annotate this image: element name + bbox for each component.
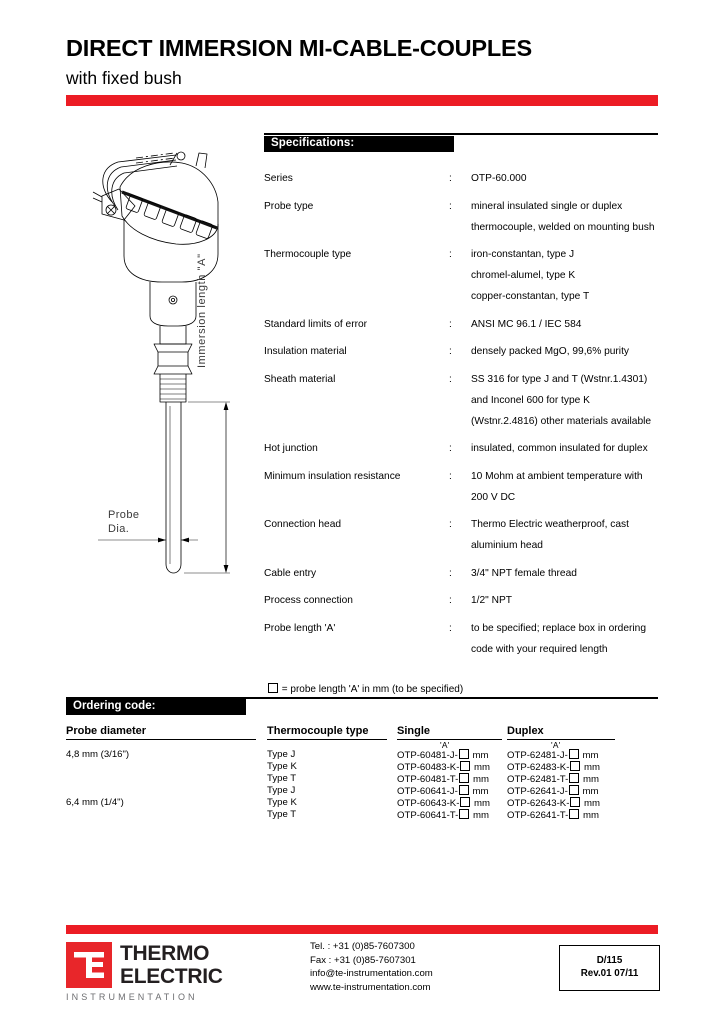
ordering-code-unit: mm [470,774,489,786]
spec-colon: : [449,173,452,184]
spec-value [471,168,664,189]
ordering-code-unit: mm [579,750,599,761]
spec-label: Cable entry [264,567,317,579]
column-header-single: Single [397,725,502,740]
spec-value-line: 3/4" NPT female thread [471,567,577,579]
ordering-code-unit: mm [579,786,599,798]
spec-value-line: chromel-alumel, type K [471,270,576,281]
spec-label: Series [264,173,293,184]
spec-value-line: to be specified; replace box in ordering [471,622,646,634]
spec-value-line: iron-constantan, type J [471,249,575,260]
header-red-rule [66,95,658,106]
document-reference-box [559,945,660,991]
ordering-code-unit: mm [471,762,491,774]
spec-row [264,369,664,432]
spec-value [471,514,664,556]
spec-value-line: copper-constantan, type T [471,291,590,302]
spec-label: Insulation material [264,346,347,357]
spec-value-line: and Inconel 600 for type K [471,394,590,406]
box-placeholder-icon [569,773,579,783]
spec-value [471,196,664,238]
probe-dia-label: Probe Dia. [108,509,140,535]
ordering-column-type [267,749,297,822]
spec-value [471,618,664,660]
ordering-banner [66,699,246,715]
box-placeholder-icon [268,683,278,693]
column-header-thermocouple-type: Thermocouple type [267,725,387,740]
box-placeholder-icon [459,785,469,795]
spec-value-line: ANSI MC 96.1 / IEC 584 [471,318,582,330]
ordering-code-unit: mm [580,774,599,786]
ordering-code-text: OTP-60643-K- [397,798,460,810]
spec-colon: : [449,443,452,454]
spec-value-line: aluminium head [471,540,543,551]
spec-value-line: thermocouple, welded on mounting bush [471,221,655,233]
ordering-code-text: OTP-62483-K- [507,762,570,774]
contact-line: info@te-instrumentation.com [310,968,433,980]
spec-label: Standard limits of error [264,318,368,330]
logo-tagline: INSTRUMENTATION [66,992,198,1002]
ordering-code-cell-duplex [507,761,600,773]
spec-value-line: SS 316 for type J and T (Wstnr.1.4301) [471,373,648,385]
a-marker-single: 'A' [440,740,450,750]
ordering-code-text: OTP-62481-J- [507,750,568,761]
ordering-code-cell-single [397,773,490,785]
column-header-duplex: Duplex [507,725,615,740]
logo-line-2: ELECTRIC [120,965,223,988]
ordering-code-cell-single [397,809,490,821]
probe-diameter-value-1: 4,8 mm (3/16") [66,749,130,760]
ordering-code-text: OTP-60483-K- [397,762,460,774]
ordering-code-cell-single [397,749,490,761]
ordering-code-text: OTP-62643-K- [507,798,570,810]
spec-value [471,563,664,584]
spec-value [471,466,664,508]
spec-row [264,590,664,611]
ordering-code-cell-duplex [507,773,600,785]
ordering-code-text: OTP-60641-J- [397,786,458,798]
box-placeholder-icon [460,797,470,807]
spec-value-line: OTP-60.000 [471,173,527,184]
ordering-column-duplex [507,749,600,822]
ordering-code-text: OTP-60481-J- [397,750,458,761]
column-header-probe-diameter: Probe diameter [66,725,256,740]
box-placeholder-icon [570,797,580,807]
ordering-code-unit: mm [471,798,491,810]
spec-value [471,369,664,432]
ordering-code-cell-duplex [507,809,600,821]
ordering-code-text: OTP-62641-T- [507,810,569,822]
spec-value [471,590,664,611]
spec-row [264,514,664,556]
spec-value [471,341,664,362]
spec-colon: : [449,470,452,482]
spec-row [264,244,664,307]
footer-red-rule [66,925,658,934]
box-placeholder-icon [569,749,579,759]
spec-label: Connection head [264,519,342,530]
product-drawing [78,140,258,595]
spec-row [264,168,664,189]
ordering-code-unit: mm [581,798,601,810]
ordering-type-cell: Type J [267,749,296,760]
ordering-type-cell: Type K [267,761,297,773]
ordering-code-cell-duplex [507,749,600,761]
ordering-code-cell-single [397,761,490,773]
a-marker-duplex: 'A' [551,740,561,750]
ordering-code-text: OTP-62481-T- [507,774,569,786]
spec-colon: : [449,249,452,260]
ordering-code-cell-single [397,785,490,797]
ordering-type-cell: Type T [267,773,297,785]
box-placeholder-icon [569,809,579,819]
spec-colon: : [449,519,452,530]
ordering-code-unit: mm [580,810,599,822]
spec-label: Sheath material [264,373,336,385]
specifications-rule [264,133,658,135]
ordering-banner-label: Ordering code: [73,700,156,712]
logo-line-1: THERMO [120,942,210,965]
spec-colon: : [449,318,452,330]
probe-length-note-text: = probe length 'A' in mm (to be specified) [281,684,464,695]
ordering-code-unit: mm [469,750,489,761]
spec-colon: : [449,622,452,634]
spec-colon: : [449,595,452,606]
spec-colon: : [449,200,452,212]
spec-row [264,618,664,660]
spec-value-line: 200 V DC [471,491,516,503]
probe-diameter-value-2: 6,4 mm (1/4") [66,797,124,808]
immersion-length-label: Immersion length "A" [196,253,208,368]
specifications-banner [264,136,454,152]
box-placeholder-icon [459,809,469,819]
ordering-code-cell-duplex [507,785,600,797]
spec-value [471,438,664,459]
box-placeholder-icon [459,749,469,759]
spec-value-line: mineral insulated single or duplex [471,200,623,212]
spec-label: Probe type [264,200,314,212]
page-title: DIRECT IMMERSION MI-CABLE-COUPLES [66,35,533,61]
specifications-table [264,168,664,666]
contact-line: Tel. : +31 (0)85-7607300 [310,941,415,952]
spec-row [264,341,664,362]
ordering-type-cell: Type K [267,797,297,809]
ordering-code-cell-duplex [507,797,600,809]
ordering-column-single [397,749,490,822]
ordering-type-cell: Type T [267,809,297,821]
spec-label: Process connection [264,595,353,606]
spec-value-line: densely packed MgO, 99,6% purity [471,346,629,357]
box-placeholder-icon [569,785,579,795]
logo-wordmark [120,942,223,988]
spec-label: Probe length 'A' [264,622,336,634]
spec-row [264,196,664,238]
page-subtitle: with fixed bush [66,68,182,88]
ordering-code-cell-single [397,797,490,809]
spec-value-line: insulated, common insulated for duplex [471,443,648,454]
spec-row [264,438,664,459]
spec-label: Thermocouple type [264,249,352,260]
spec-value-line: Thermo Electric weatherproof, cast [471,519,629,530]
box-placeholder-icon [459,773,469,783]
probe-length-note [267,683,463,695]
contact-line: www.te-instrumentation.com [310,981,431,993]
spec-row [264,314,664,335]
ordering-code-unit: mm [470,810,489,822]
spec-colon: : [449,373,452,385]
spec-value-line: 1/2" NPT [471,595,512,606]
ordering-code-text: OTP-62641-J- [507,786,568,798]
spec-colon: : [449,567,452,579]
ordering-code-unit: mm [469,786,489,798]
spec-row [264,563,664,584]
spec-row [264,466,664,508]
contact-line: Fax : +31 (0)85-7607301 [310,954,416,966]
specifications-banner-label: Specifications: [271,137,355,149]
spec-label: Hot junction [264,443,318,454]
spec-value [471,244,664,307]
document-revision: Rev.01 07/11 [580,968,639,979]
ordering-code-text: OTP-60481-T- [397,774,459,786]
spec-label: Minimum insulation resistance [264,470,401,482]
box-placeholder-icon [460,761,470,771]
spec-colon: : [449,346,452,357]
ordering-code-text: OTP-60641-T- [397,810,459,822]
spec-value-line: code with your required length [471,643,608,655]
ordering-type-cell: Type J [267,785,296,797]
ordering-code-unit: mm [581,762,601,774]
contact-block [310,940,433,994]
spec-value-line: 10 Mohm at ambient temperature with [471,470,643,482]
spec-value [471,314,664,335]
document-number: D/115 [596,955,623,966]
company-logo [66,942,266,1004]
te-monogram-icon [66,942,112,988]
spec-value-line: (Wstnr.2.4816) other materials available [471,415,652,427]
box-placeholder-icon [570,761,580,771]
